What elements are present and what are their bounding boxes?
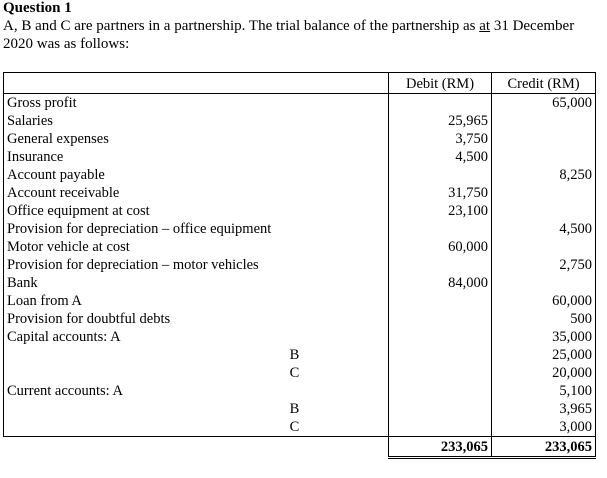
- row-credit: [492, 238, 596, 256]
- row-description: Account receivable: [4, 184, 389, 202]
- row-debit: [389, 292, 492, 310]
- intro-underlined-word: at: [479, 18, 491, 34]
- row-credit: 3,000: [492, 418, 596, 437]
- row-description: Insurance: [4, 148, 389, 166]
- table-row: [4, 238, 596, 256]
- row-description: Account payable: [4, 166, 389, 184]
- row-debit: 4,500: [389, 148, 492, 166]
- table-header-row: [4, 73, 596, 94]
- row-credit: 500: [492, 310, 596, 328]
- question-heading: Question 1: [3, 0, 72, 16]
- table-row: [4, 256, 596, 274]
- row-credit: 25,000: [492, 346, 596, 364]
- table-row: [4, 364, 596, 382]
- table-row: [4, 346, 596, 364]
- row-description: General expenses: [4, 130, 389, 148]
- row-description: Loan from A: [4, 292, 389, 310]
- row-debit: 60,000: [389, 238, 492, 256]
- row-credit: [492, 274, 596, 292]
- table-row: [4, 292, 596, 310]
- table-row: [4, 328, 596, 346]
- row-credit: [492, 184, 596, 202]
- row-description: B: [4, 346, 389, 364]
- row-debit: [389, 382, 492, 400]
- row-debit: 25,965: [389, 112, 492, 130]
- table-row: [4, 310, 596, 328]
- total-credit: 233,065: [492, 437, 596, 458]
- row-credit: [492, 112, 596, 130]
- row-credit: 2,750: [492, 256, 596, 274]
- totals-row: [4, 437, 596, 458]
- row-credit: 20,000: [492, 364, 596, 382]
- row-debit: [389, 328, 492, 346]
- intro-text-before: A, B and C are partners in a partnership. The trial balance of the partnership as: [3, 18, 480, 34]
- row-debit: [389, 166, 492, 184]
- row-credit: 65,000: [492, 94, 596, 113]
- row-description: Office equipment at cost: [4, 202, 389, 220]
- row-debit: [389, 256, 492, 274]
- question-intro: [3, 17, 603, 53]
- row-debit: 31,750: [389, 184, 492, 202]
- row-debit: [389, 310, 492, 328]
- row-description: C: [4, 364, 389, 382]
- table-row: [4, 94, 596, 113]
- table-row: [4, 400, 596, 418]
- row-credit: 5,100: [492, 382, 596, 400]
- table-row: [4, 130, 596, 148]
- row-description: Gross profit: [4, 94, 389, 113]
- row-description: Provision for doubtful debts: [4, 310, 389, 328]
- header-blank-cell: [4, 73, 389, 94]
- row-debit: [389, 418, 492, 437]
- table-row: [4, 184, 596, 202]
- row-credit: [492, 148, 596, 166]
- table-row: [4, 148, 596, 166]
- row-debit: [389, 220, 492, 238]
- trial-balance-table: [3, 72, 596, 459]
- table-row: [4, 274, 596, 292]
- table-row: [4, 202, 596, 220]
- table-row: [4, 220, 596, 238]
- total-debit: 233,065: [389, 437, 492, 458]
- intro-text-after: 31 December 2020 was as follows:: [3, 18, 575, 52]
- table-row: [4, 166, 596, 184]
- table-row: [4, 418, 596, 437]
- row-credit: 35,000: [492, 328, 596, 346]
- header-debit: Debit (RM): [389, 73, 492, 94]
- row-description: Current accounts: A: [4, 382, 389, 400]
- row-description: Capital accounts: A: [4, 328, 389, 346]
- row-debit: [389, 346, 492, 364]
- table-row: [4, 382, 596, 400]
- row-debit: 84,000: [389, 274, 492, 292]
- row-description: Provision for depreciation – motor vehicles: [4, 256, 389, 274]
- row-description: Provision for depreciation – office equipment: [4, 220, 389, 238]
- row-description: C: [4, 418, 389, 437]
- table-row: [4, 112, 596, 130]
- row-credit: 3,965: [492, 400, 596, 418]
- row-description: Bank: [4, 274, 389, 292]
- row-description: Salaries: [4, 112, 389, 130]
- row-credit: [492, 202, 596, 220]
- row-description: Motor vehicle at cost: [4, 238, 389, 256]
- row-credit: 4,500: [492, 220, 596, 238]
- row-credit: 8,250: [492, 166, 596, 184]
- row-description: B: [4, 400, 389, 418]
- totals-blank-cell: [4, 437, 389, 458]
- row-credit: [492, 130, 596, 148]
- row-debit: 23,100: [389, 202, 492, 220]
- row-debit: 3,750: [389, 130, 492, 148]
- row-credit: 60,000: [492, 292, 596, 310]
- row-debit: [389, 94, 492, 113]
- row-debit: [389, 364, 492, 382]
- header-credit: Credit (RM): [492, 73, 596, 94]
- row-debit: [389, 400, 492, 418]
